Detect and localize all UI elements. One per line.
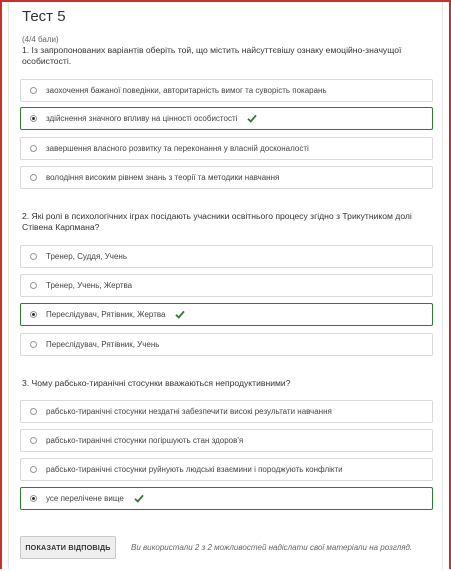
radio-icon[interactable] bbox=[30, 466, 37, 473]
quiz-content bbox=[8, 2, 443, 569]
radio-icon[interactable] bbox=[30, 87, 37, 94]
attempts-note: Ви використали 2 з 2 можливостей надіслати свої матеріали на розгляд. bbox=[131, 543, 413, 552]
radio-icon[interactable] bbox=[30, 115, 37, 122]
show-answer-button[interactable]: ПОКАЗАТИ ВІДПОВІДЬ bbox=[20, 536, 116, 559]
option-label: володіння високим рівнем знань з теорії та методики навчання bbox=[46, 173, 280, 182]
question-1-text: 1. Із запропонованих варіантів оберіть той, що містить найсуттєвішу ознаку емоційно-значущої особистості. bbox=[22, 45, 402, 66]
option-label: Переслідувач, Рятівник, Жертва bbox=[46, 310, 166, 319]
option-label: Тренер, Учень, Жертва bbox=[46, 281, 133, 290]
option-label: здійснення значного впливу на цінності особистості bbox=[46, 114, 238, 123]
question-3-text: 3. Чому рабсько-тиранічні стосунки вважаються непродуктивними? bbox=[22, 378, 291, 388]
checkmark-icon bbox=[247, 114, 257, 123]
option-label: завершення власного розвитку та переконання у власній досконалості bbox=[46, 144, 309, 153]
option-label: заохочення бажаної поведінки, авторитарність вимог та суворість покарань bbox=[46, 86, 327, 95]
checkmark-icon bbox=[134, 494, 144, 503]
option-label: Тренер, Суддя, Учень bbox=[46, 252, 128, 261]
question-2-option-1[interactable] bbox=[20, 245, 433, 268]
question-2-option-2[interactable] bbox=[20, 274, 433, 297]
question-3-option-4[interactable] bbox=[20, 487, 433, 510]
question-1-option-1[interactable] bbox=[20, 79, 433, 102]
question-2-option-3[interactable] bbox=[20, 303, 433, 326]
option-label: рабсько-тиранічні стосунки погіршують стан здоров'я bbox=[46, 436, 244, 445]
checkmark-icon bbox=[175, 310, 185, 319]
option-label: рабсько-тиранічні стосунки нездатні забезпечити високі результати навчання bbox=[46, 407, 332, 416]
question-2-option-4[interactable] bbox=[20, 333, 433, 356]
test-title: Тест 5 bbox=[22, 8, 66, 25]
radio-icon[interactable] bbox=[30, 341, 37, 348]
radio-icon[interactable] bbox=[30, 437, 37, 444]
question-3-option-1[interactable] bbox=[20, 400, 433, 423]
radio-icon[interactable] bbox=[30, 145, 37, 152]
option-label: рабсько-тиранічні стосунки руйнують людські взаємини і породжують конфлікти bbox=[46, 465, 343, 474]
option-label: усе перелічене вище bbox=[46, 494, 124, 503]
radio-icon[interactable] bbox=[30, 495, 37, 502]
radio-icon[interactable] bbox=[30, 408, 37, 415]
question-3-option-2[interactable] bbox=[20, 429, 433, 452]
option-label: Переслідувач, Рятівник, Учень bbox=[46, 340, 160, 349]
radio-icon[interactable] bbox=[30, 253, 37, 260]
question-1-option-4[interactable] bbox=[20, 166, 433, 189]
points-label: (4/4 бали) bbox=[22, 35, 59, 44]
question-3-option-3[interactable] bbox=[20, 458, 433, 481]
radio-icon[interactable] bbox=[30, 311, 37, 318]
question-1-option-2[interactable] bbox=[20, 107, 433, 130]
radio-icon[interactable] bbox=[30, 282, 37, 289]
question-1-option-3[interactable] bbox=[20, 137, 433, 160]
radio-icon[interactable] bbox=[30, 174, 37, 181]
question-2-text: 2. Які ролі в психологічних іграх посідають учасники освітнього процесу згідно з Трикутником долі Стівена Карпмана? bbox=[22, 211, 412, 232]
